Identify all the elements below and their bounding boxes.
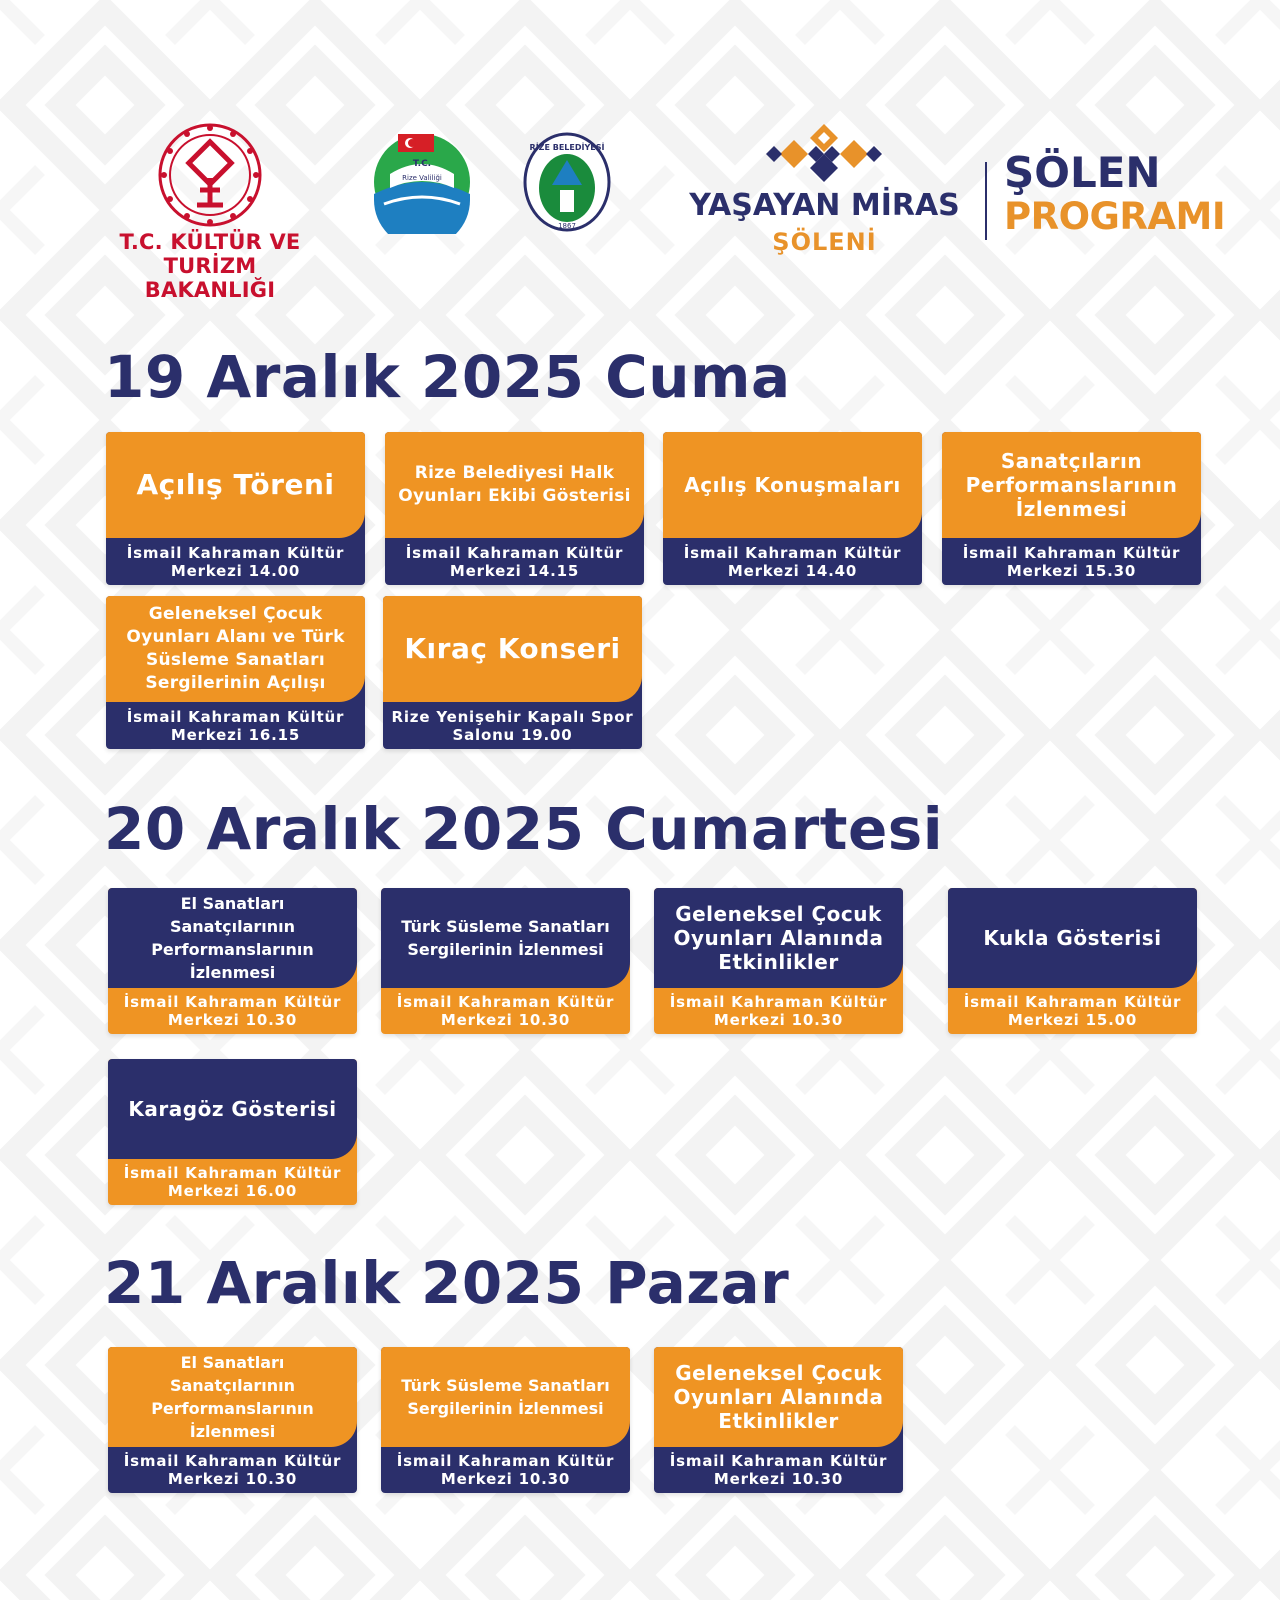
event-card (948, 888, 1197, 1034)
event-title: Rize Belediyesi Halk Oyunları Ekibi Gösterisi (385, 432, 644, 538)
event-card (942, 432, 1201, 585)
event-location: İsmail Kahraman Kültür Merkezi 14.15 (405, 543, 624, 580)
event-card (381, 1347, 630, 1493)
event-location: İsmail Kahraman Kültür Merkezi 10.30 (123, 1452, 342, 1488)
header-divider (985, 162, 987, 240)
miras-motif-icon (764, 122, 884, 184)
event-location: İsmail Kahraman Kültür Merkezi 15.30 (962, 543, 1181, 580)
valilik-logo (370, 130, 474, 234)
ministry-line-1: T.C. KÜLTÜR VE TURİZM (119, 230, 301, 278)
event-card (106, 432, 365, 585)
miras-title: YAŞAYAN MİRAS (689, 188, 960, 223)
event-title: El Sanatları Sanatçılarının Performanslarının İzlenmesi (108, 888, 357, 988)
program-title-line-2: PROGRAMI (1004, 195, 1226, 238)
event-title: Açılış Konuşmaları (663, 432, 922, 538)
ministry-logo (70, 120, 350, 302)
event-title: Karagöz Gösterisi (108, 1059, 357, 1159)
event-title: Kukla Gösterisi (948, 888, 1197, 988)
event-title: Geleneksel Çocuk Oyunları Alanında Etkinlikler (654, 1347, 903, 1447)
event-location: İsmail Kahraman Kültür Merkezi 10.30 (123, 993, 342, 1029)
event-card (106, 596, 365, 749)
event-location: İsmail Kahraman Kültür Merkezi 10.30 (396, 1452, 615, 1488)
event-card (385, 432, 644, 585)
event-card (108, 1347, 357, 1493)
event-title: Kıraç Konseri (383, 596, 642, 702)
yasayan-miras-logo (682, 122, 967, 272)
event-location: İsmail Kahraman Kültür Merkezi 10.30 (396, 993, 615, 1029)
event-location: İsmail Kahraman Kültür Merkezi 15.00 (963, 993, 1182, 1029)
day-heading-2: 20 Aralık 2025 Cumartesi (104, 795, 944, 863)
day-heading-1: 19 Aralık 2025 Cuma (104, 343, 791, 411)
event-card (381, 888, 630, 1034)
ministry-name (70, 230, 350, 302)
valilik-tc-text: T.C. (412, 159, 432, 169)
day-heading-3: 21 Aralık 2025 Pazar (104, 1249, 790, 1317)
event-card (383, 596, 642, 749)
ministry-emblem-icon (155, 120, 265, 230)
event-location: İsmail Kahraman Kültür Merkezi 10.30 (669, 1452, 888, 1488)
event-location: İsmail Kahraman Kültür Merkezi 14.40 (683, 543, 902, 580)
belediye-emblem-icon (522, 130, 612, 234)
event-location: İsmail Kahraman Kültür Merkezi 10.30 (669, 993, 888, 1029)
event-card (108, 1059, 357, 1205)
valilik-name-text: Rize Valiliği (402, 174, 442, 182)
program-title (1004, 150, 1264, 238)
belediye-logo (522, 130, 612, 234)
event-location: İsmail Kahraman Kültür Merkezi 16.15 (126, 707, 345, 744)
event-card (654, 888, 903, 1034)
program-title-line-1: ŞÖLEN (1004, 148, 1161, 197)
event-title: Geleneksel Çocuk Oyunları Alanı ve Türk Süsleme Sanatları Sergilerinin Açılışı (106, 596, 365, 702)
event-location: İsmail Kahraman Kültür Merkezi 16.00 (123, 1164, 342, 1200)
event-location: Rize Yenişehir Kapalı Spor Salonu 19.00 (391, 707, 634, 744)
belediye-year-text: 1867 (558, 222, 576, 230)
event-title: El Sanatları Sanatçılarının Performanslarının İzlenmesi (108, 1347, 357, 1447)
event-card (654, 1347, 903, 1493)
valilik-emblem-icon (370, 130, 474, 234)
event-card (108, 888, 357, 1034)
miras-subtitle: ŞÖLENİ (772, 228, 877, 256)
event-title: Türk Süsleme Sanatları Sergilerinin İzlenmesi (381, 1347, 630, 1447)
event-title: Geleneksel Çocuk Oyunları Alanında Etkinlikler (654, 888, 903, 988)
event-card (663, 432, 922, 585)
event-title: Türk Süsleme Sanatları Sergilerinin İzlenmesi (381, 888, 630, 988)
event-location: İsmail Kahraman Kültür Merkezi 14.00 (126, 543, 345, 580)
belediye-name-text: RİZE BELEDİYESİ (529, 143, 605, 152)
event-title: Sanatçıların Performanslarının İzlenmesi (942, 432, 1201, 538)
event-title: Açılış Töreni (106, 432, 365, 538)
ministry-line-2: BAKANLIĞI (144, 278, 276, 302)
